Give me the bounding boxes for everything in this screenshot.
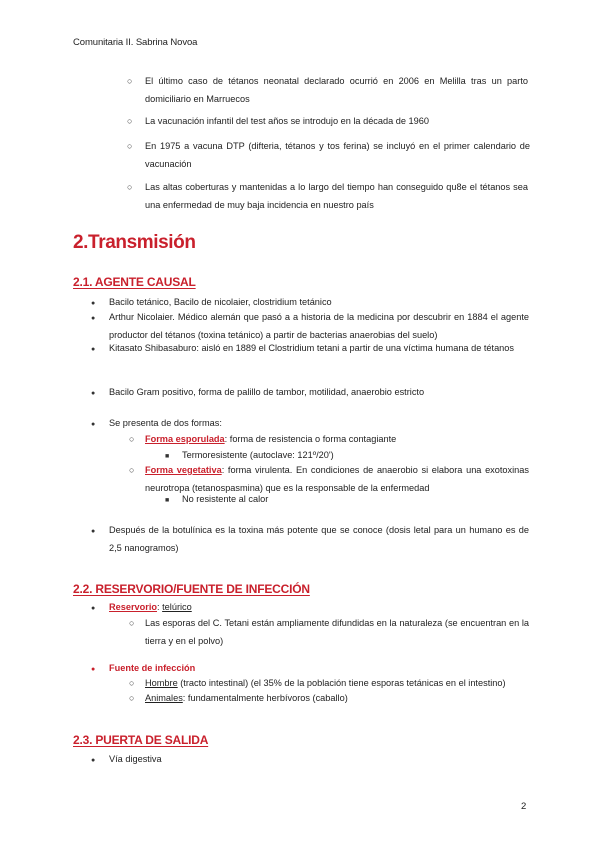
hombre-label: Hombre: [145, 678, 178, 688]
intro-item: La vacunación infantil del test años se introdujo en la década de 1960: [145, 116, 429, 126]
reservorio-label: Reservorio: [109, 602, 158, 612]
bullet-dot-icon: [91, 659, 95, 679]
reservorio-separator: :: [157, 602, 163, 612]
list-item: Vía digestiva: [109, 754, 162, 764]
animales-text: : fundamentalmente herbívoros (caballo): [182, 693, 348, 703]
bullet-dot-icon: [91, 750, 95, 770]
section-title: 2.Transmisión: [73, 232, 196, 253]
bullet-square-icon: [165, 490, 169, 510]
subsection-heading-reservorio: 2.2. RESERVORIO/FUENTE DE INFECCIÓN: [73, 582, 310, 596]
bullet-circle-icon: [129, 614, 134, 632]
fuente-infeccion-label: Fuente de infección: [109, 663, 196, 673]
intro-item: Las altas coberturas y mantenidas a lo largo del tiempo han conseguido qu8e el tétanos sea una enfermedad de muy baja incidencia en nuestro país: [145, 182, 528, 210]
list-item: Kitasato Shibasaburo: aisló en 1889 el Clostridium tetani a partir de una víctima humana de tétanos: [109, 343, 514, 353]
intro-item: El último caso de tétanos neonatal declarado ocurrió en 2006 en Melilla tras un parto domiciliario en Marruecos: [145, 76, 528, 104]
bullet-circle-icon: [129, 461, 134, 479]
list-item: No resistente al calor: [182, 494, 269, 504]
bullet-dot-icon: [91, 414, 95, 434]
intro-item: En 1975 a vacuna DTP (difteria, tétanos y tos ferina) se incluyó en el primer calendario de vacunación: [145, 141, 530, 169]
bullet-circle-icon: [129, 689, 134, 707]
list-item: Bacilo tetánico, Bacilo de nicolaier, clostridium tetánico: [109, 297, 332, 307]
list-item: Las esporas del C. Tetani están ampliamente difundidas en la naturaleza (se encuentran en la tierra y en el polvo): [145, 618, 529, 646]
forma-vegetativa-text: : forma virulenta. En condiciones de anaerobio si elabora una exotoxinas neurotropa (tetanospasmina) que es la responsable de la enfermedad: [145, 465, 529, 493]
subsection-heading-puerta-salida: 2.3. PUERTA DE SALIDA: [73, 733, 209, 747]
bullet-dot-icon: [91, 598, 95, 618]
page-number: 2: [521, 801, 527, 812]
page-header: Comunitaria II. Sabrina Novoa: [73, 37, 198, 48]
list-item: Se presenta de dos formas:: [109, 418, 222, 428]
forma-esporulada-label: Forma esporulada: [145, 434, 225, 444]
bullet-circle-icon: [127, 72, 132, 90]
list-item-animales: [145, 689, 529, 707]
bullet-circle-icon: [127, 112, 132, 130]
forma-vegetativa-label: Forma vegetativa: [145, 465, 222, 475]
list-item: Termoresistente (autoclave: 121º/20'): [182, 450, 334, 460]
reservorio-value: telúrico: [162, 602, 192, 612]
bullet-circle-icon: [129, 430, 134, 448]
subsection-heading-agente-causal: 2.1. AGENTE CAUSAL: [73, 275, 196, 289]
bullet-circle-icon: [127, 137, 132, 155]
bullet-dot-icon: [91, 339, 95, 359]
forma-esporulada-text: : forma de resistencia o forma contagiante: [224, 434, 397, 444]
animales-label: Animales: [145, 693, 183, 703]
bullet-dot-icon: [91, 308, 95, 328]
bullet-circle-icon: [127, 178, 132, 196]
list-item: Arthur Nicolaier. Médico alemán que pasó a a historia de la medicina por descubrir en 1884 el agente productor del tétanos (toxina tetánico) a partir de bacterias anaerobias del suelo): [109, 312, 529, 340]
list-item: Después de la botulínica es la toxina más potente que se conoce (dosis letal para un humano es de 2,5 nanogramos): [109, 525, 529, 553]
hombre-text: (tracto intestinal) (el 35% de la población tiene esporas tetánicas en el intestino): [177, 678, 506, 688]
list-item: Bacilo Gram positivo, forma de palillo de tambor, motilidad, anaerobio estricto: [109, 387, 425, 397]
bullet-dot-icon: [91, 383, 95, 403]
bullet-dot-icon: [91, 521, 95, 541]
